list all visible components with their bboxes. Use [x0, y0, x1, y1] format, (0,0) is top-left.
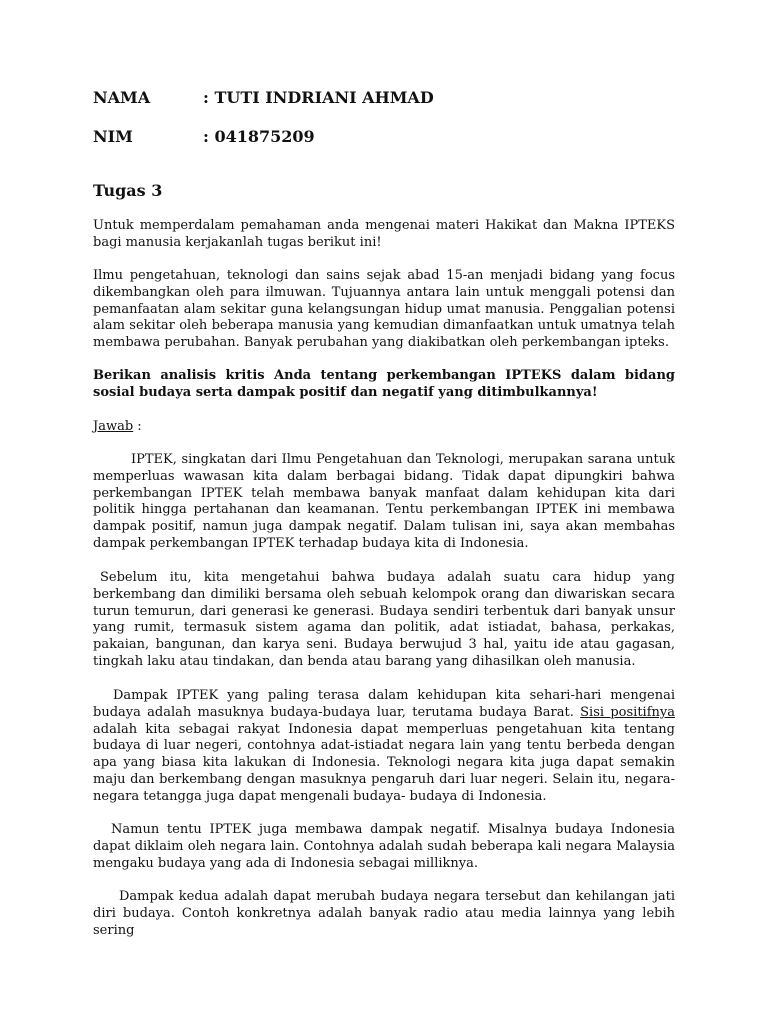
answer-paragraph-4: Namun tentu IPTEK juga membawa dampak negatif. Misalnya budaya Indonesia dapat diklaim oleh negara lain. Contohnya adalah sudah beberapa kali negara Malaysia mengaku budaya yang ada di Indonesia sebagai milliknya.: [93, 822, 675, 871]
intro-paragraph: Untuk memperdalam pemahaman anda mengenai materi Hakikat dan Makna IPTEKS bagi manusia kerjakanlah tugas berikut ini!: [93, 218, 675, 250]
answer-label: Jawab: [93, 419, 134, 434]
nim-row: [93, 127, 315, 147]
nim-label: NIM: [93, 127, 133, 146]
answer-paragraph-5: Dampak kedua adalah dapat merubah budaya negara tersebut dan kehilangan jati diri budaya. Contoh konkretnya adalah banyak radio atau media lainnya yang lebih sering: [93, 889, 675, 938]
answer-paragraph-2: Sebelum itu, kita mengetahui bahwa budaya adalah suatu cara hidup yang berkembang dan dimiliki bersama oleh sebuah kelompok orang dan diwariskan secara turun temurun, dari generasi ke generasi. Budaya sendiri terbentuk dari banyak unsur yang rumit, termasuk sistem agama dan politik, adat istiadat, bahasa, perkakas, pakaian, bangunan, dan karya seni. Budaya berwujud 3 hal, yaitu ide atau gagasan, tingkah laku atau tindakan, dan benda atau barang yang dihasilkan oleh manusia.: [93, 570, 675, 669]
nim-value: : 041875209: [203, 127, 315, 146]
p3-text-a: Dampak IPTEK yang paling terasa dalam kehidupan kita sehari-hari mengenai budaya adalah masuknya budaya-budaya luar, terutama budaya Barat.: [93, 688, 675, 720]
name-label: NAMA: [93, 88, 151, 107]
question-paragraph: Berikan analisis kritis Anda tentang perkembangan IPTEKS dalam bidang sosial budaya serta dampak positif dan negatif yang ditimbulkannya!: [93, 368, 675, 400]
answer-paragraph-3: [93, 688, 675, 806]
p3-emphasis: Sisi positifnya: [580, 704, 675, 720]
name-value: : TUTI INDRIANI AHMAD: [203, 88, 434, 107]
answer-paragraph-1: IPTEK, singkatan dari Ilmu Pengetahuan dan Teknologi, merupakan sarana untuk memperluas wawasan kita dalam berbagai bidang. Tidak dapat dipungkiri bahwa perkembangan IPTEK telah membawa banyak manfaat dalam kehidupan kita dari politik hingga pertahanan dan keamanan. Tentu perkembangan IPTEK ini membawa dampak positif, namun juga dampak negatif. Dalam tulisan ini, saya akan membahas dampak perkembangan IPTEK terhadap budaya kita di Indonesia.: [93, 452, 675, 551]
context-paragraph: Ilmu pengetahuan, teknologi dan sains sejak abad 15-an menjadi bidang yang focus dikembangkan oleh para ilmuwan. Tujuannya antara lain untuk menggali potensi dan pemanfaatan alam sekitar guna kelangsungan hidup umat manusia. Penggalian potensi alam sekitar oleh beberapa manusia yang kemudian dimanfaatkan untuk umatnya telah membawa perubahan. Banyak perubahan yang diakibatkan oleh perkembangan ipteks.: [93, 268, 675, 351]
answer-colon: :: [133, 419, 142, 434]
answer-heading: [93, 419, 675, 436]
assignment-title: Tugas 3: [93, 181, 163, 200]
name-row: [93, 88, 434, 108]
p3-text-b: adalah kita sebagai rakyat Indonesia dapat memperluas pengetahuan kita tentang budaya di luar negeri, contohnya adat-istiadat negara lain yang tentu berbeda dengan apa yang biasa kita lakukan di Indonesia. Teknologi negara kita juga dapat semakin maju dan berkembang dengan masuknya pengaruh dari luar negeri. Selain itu, negara-negara tetangga juga dapat mengenali budaya- budaya di Indonesia.: [93, 721, 675, 804]
